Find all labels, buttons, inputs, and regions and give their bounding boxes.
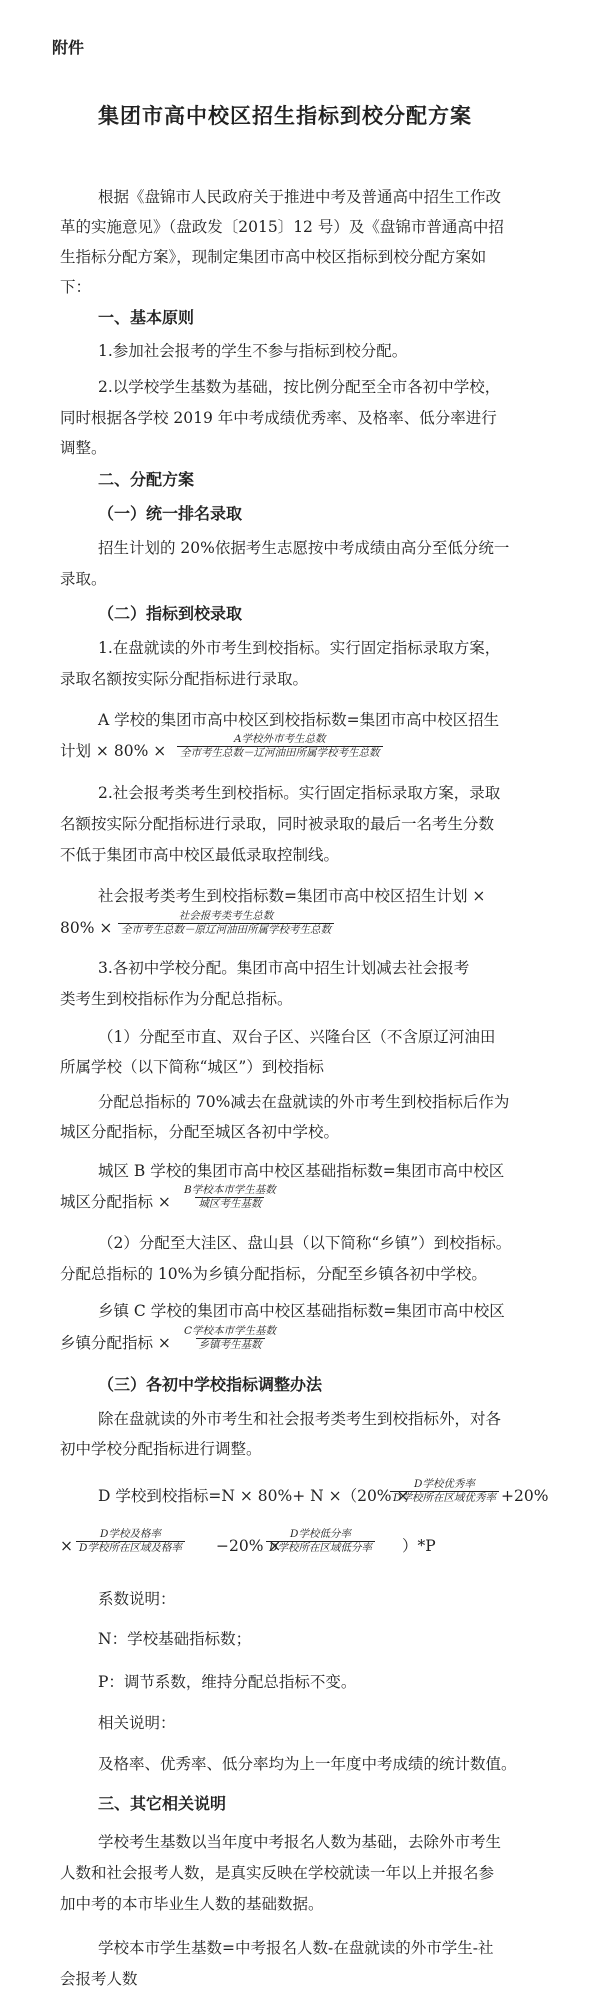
paragraph-line: 1.在盘就读的外市考生到校指标。实行固定指标录取方案， bbox=[98, 639, 501, 657]
paragraph-line: 所属学校（以下简称“城区”）到校指标 bbox=[60, 1058, 324, 1076]
formula-prefix: 乡镇分配指标 × bbox=[60, 1334, 171, 1352]
attachment-label: 附件 bbox=[52, 38, 85, 57]
formula-fraction bbox=[390, 1478, 499, 1505]
paragraph-line: 除在盘就读的外市考生和社会报考类考生到校指标外，对各 bbox=[98, 1410, 502, 1428]
intro-line: 下： bbox=[60, 278, 92, 296]
formula-line: 学校本市学生基数=中考报名人数-在盘就读的外市学生-社 bbox=[98, 1939, 494, 1957]
formula-fraction bbox=[181, 1325, 279, 1352]
formula-prefix: 80% × bbox=[60, 919, 113, 937]
paragraph-line: 名额按实际分配指标进行录取，同时被录取的最后一名考生分数 bbox=[60, 815, 495, 833]
paragraph-line: 不低于集团市高中校区最低录取控制线。 bbox=[60, 846, 340, 864]
formula-fraction bbox=[118, 910, 334, 937]
fraction-numerator: D学校及格率 bbox=[100, 1528, 161, 1540]
paragraph-line: 同时根据各学校 2019 年中考成绩优秀率、及格率、低分率进行 bbox=[60, 409, 497, 427]
paragraph-line: 3.各初中学校分配。集团市高中招生计划减去社会报考 bbox=[98, 959, 470, 977]
section-heading: 三、其它相关说明 bbox=[98, 1794, 227, 1813]
intro-line: 生指标分配方案》，现制定集团市高中校区指标到校分配方案如 bbox=[60, 248, 487, 266]
paragraph-line: 录取。 bbox=[60, 570, 107, 588]
paragraph-line: 初中学校分配指标进行调整。 bbox=[60, 1440, 262, 1458]
fraction-numerator: A学校外市考生总数 bbox=[233, 733, 326, 745]
subsection-heading: （一）统一排名录取 bbox=[98, 504, 243, 523]
fraction-denominator: D学校所在区域优秀率 bbox=[390, 1491, 499, 1505]
paragraph-line: 加中考的本市毕业生人数的基础数据。 bbox=[60, 1895, 324, 1913]
paragraph-line: 人数和社会报考人数，是真实反映在学校就读一年以上并报名参 bbox=[60, 1864, 495, 1882]
fraction-numerator: C学校本市学生基数 bbox=[184, 1325, 277, 1337]
formula-fraction bbox=[177, 733, 383, 760]
coefficient-line: N：学校基础指标数； bbox=[98, 1630, 252, 1648]
section-heading: 二、分配方案 bbox=[98, 470, 195, 489]
fraction-denominator: 全市考生总数－原辽河油田所属学校考生总数 bbox=[118, 923, 334, 937]
fraction-denominator: 城区考生基数 bbox=[195, 1197, 264, 1211]
fraction-numerator: 社会报考类考生总数 bbox=[178, 910, 274, 922]
formula-prefix: D 学校到校指标=N × 80%+ N ×（20% × bbox=[98, 1487, 410, 1505]
paragraph-line: 2.以学校学生基数为基础，按比例分配至全市各初中学校， bbox=[98, 378, 501, 396]
subsection-heading: （三）各初中学校指标调整办法 bbox=[98, 1375, 323, 1394]
paragraph-line: 城区分配指标，分配至城区各初中学校。 bbox=[60, 1123, 340, 1141]
fraction-numerator: D学校优秀率 bbox=[414, 1478, 475, 1490]
formula-line: 会报考人数 bbox=[60, 1970, 138, 1988]
coefficient-line: P：调节系数，维持分配总指标不变。 bbox=[98, 1673, 357, 1691]
paragraph-line: （1）分配至市直、双台子区、兴隆台区（不含原辽河油田 bbox=[98, 1028, 496, 1046]
related-heading: 相关说明： bbox=[98, 1714, 176, 1732]
related-line: 及格率、优秀率、低分率均为上一年度中考成绩的统计数值。 bbox=[98, 1755, 517, 1773]
intro-line: 根据《盘锦市人民政府关于推进中考及普通高中招生工作改 bbox=[98, 188, 502, 206]
paragraph-line: 1.参加社会报考的学生不参与指标到校分配。 bbox=[98, 342, 408, 360]
paragraph-line: 调整。 bbox=[60, 439, 107, 457]
formula-line: A 学校的集团市高中校区到校指标数=集团市高中校区招生 bbox=[98, 711, 500, 729]
formula-suffix: ）*P bbox=[402, 1537, 436, 1555]
formula-line: 乡镇 C 学校的集团市高中校区基础指标数=集团市高中校区 bbox=[98, 1302, 505, 1320]
paragraph-line: 招生计划的 20%依据考生志愿按中考成绩由高分至低分统一 bbox=[98, 539, 510, 557]
formula-operator: −20% × bbox=[216, 1537, 282, 1555]
formula-line: 社会报考类考生到校指标数=集团市高中校区招生计划 × bbox=[98, 887, 486, 905]
fraction-denominator: D学校所在区域及格率 bbox=[76, 1541, 185, 1555]
paragraph-line: 分配总指标的 10%为乡镇分配指标，分配至乡镇各初中学校。 bbox=[60, 1265, 487, 1283]
formula-fraction bbox=[266, 1528, 375, 1555]
paragraph-line: 录取名额按实际分配指标进行录取。 bbox=[60, 670, 309, 688]
formula-prefix: 城区分配指标 × bbox=[60, 1193, 171, 1211]
fraction-denominator: 乡镇考生基数 bbox=[196, 1338, 265, 1352]
formula-line: 城区 B 学校的集团市高中校区基础指标数=集团市高中校区 bbox=[98, 1162, 505, 1180]
formula-operator: × bbox=[60, 1537, 73, 1555]
fraction-denominator: D学校所在区域低分率 bbox=[266, 1541, 375, 1555]
paragraph-line: 类考生到校指标作为分配总指标。 bbox=[60, 990, 293, 1008]
fraction-numerator: B学校本市学生基数 bbox=[184, 1184, 276, 1196]
paragraph-line: 学校考生基数以当年度中考报名人数为基础，去除外市考生 bbox=[98, 1833, 502, 1851]
intro-line: 革的实施意见》（盘政发〔2015〕12 号）及《盘锦市普通高中招 bbox=[60, 218, 504, 236]
section-heading: 一、基本原则 bbox=[98, 308, 195, 327]
paragraph-line: 分配总指标的 70%减去在盘就读的外市考生到校指标后作为 bbox=[98, 1093, 510, 1111]
fraction-numerator: D学校低分率 bbox=[290, 1528, 351, 1540]
formula-fraction bbox=[76, 1528, 185, 1555]
subsection-heading: （二）指标到校录取 bbox=[98, 604, 243, 623]
formula-fraction bbox=[181, 1184, 279, 1211]
formula-operator: +20% bbox=[501, 1487, 549, 1505]
paragraph-line: （2）分配至大洼区、盘山县（以下简称“乡镇”）到校指标。 bbox=[98, 1234, 512, 1252]
coefficient-heading: 系数说明： bbox=[98, 1590, 176, 1608]
formula-prefix: 计划 × 80% × bbox=[60, 742, 167, 760]
paragraph-line: 2.社会报考类考生到校指标。实行固定指标录取方案，录取 bbox=[98, 784, 501, 802]
document-title: 集团市高中校区招生指标到校分配方案 bbox=[98, 104, 472, 128]
fraction-denominator: 全市考生总数－辽河油田所属学校考生总数 bbox=[177, 746, 383, 760]
